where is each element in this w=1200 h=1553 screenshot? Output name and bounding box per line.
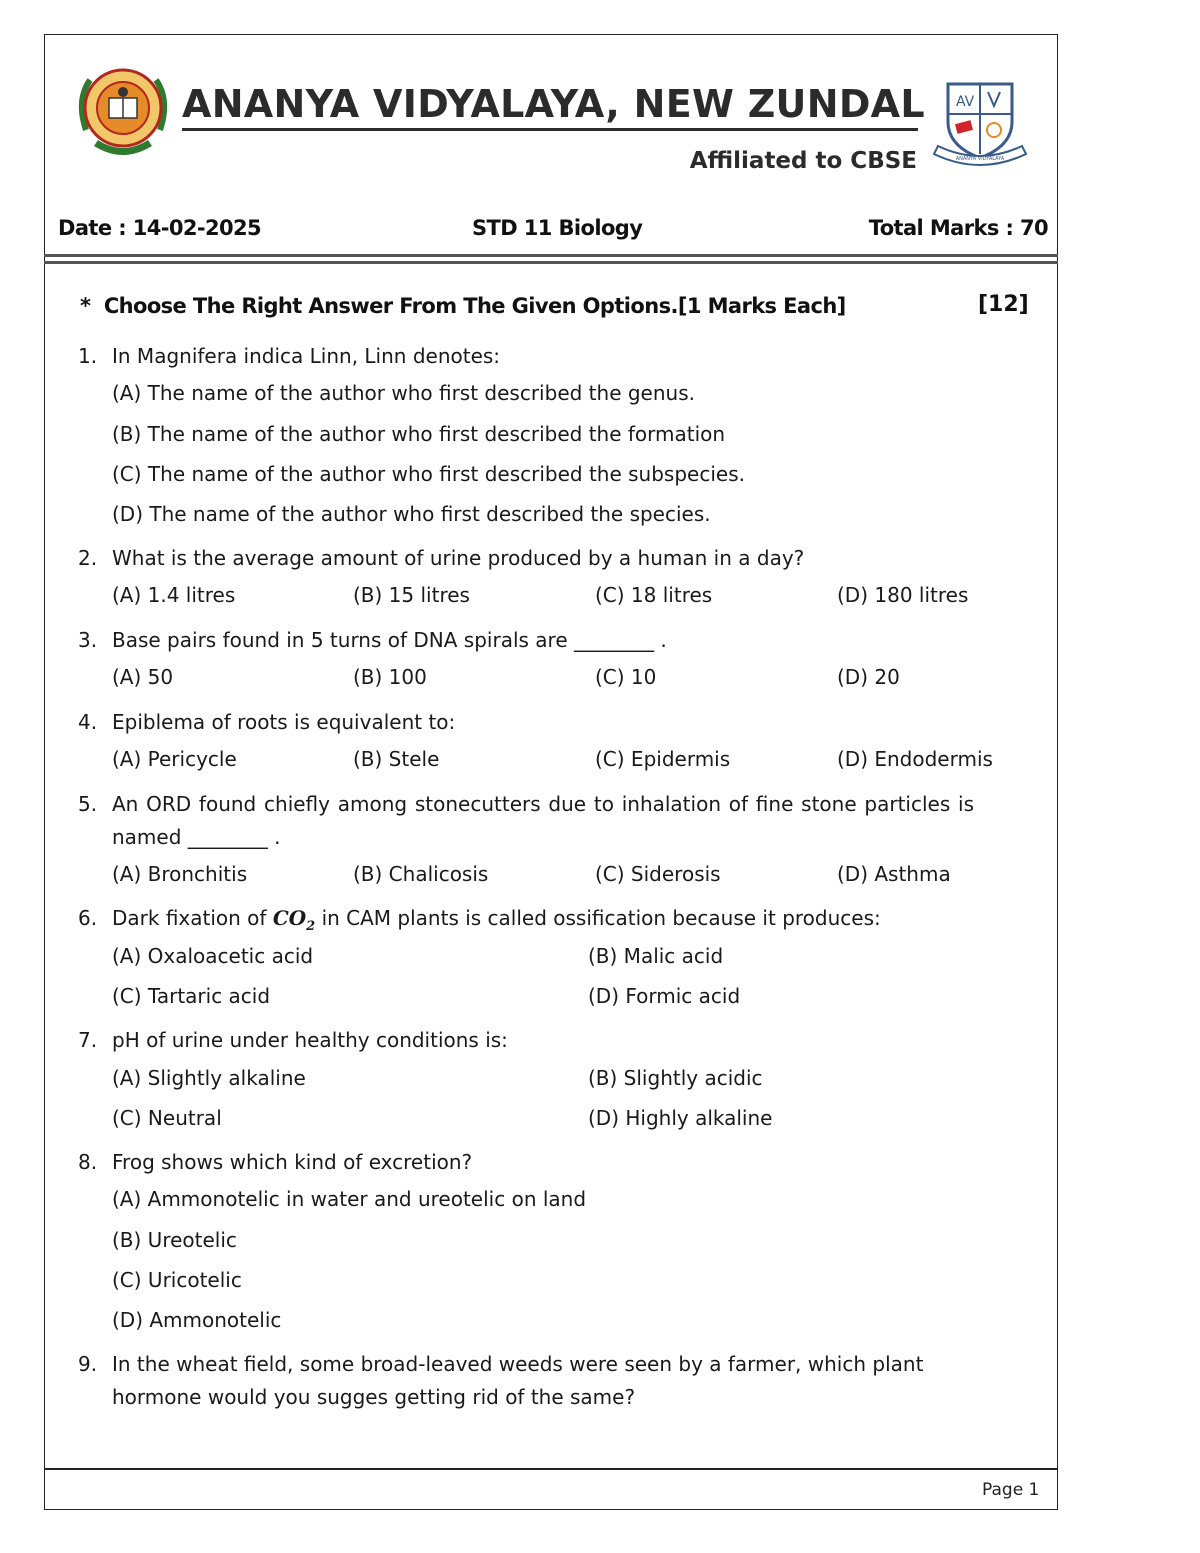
footer-divider <box>44 1468 1058 1470</box>
question-text: Frog shows which kind of excretion? <box>112 1150 473 1174</box>
question-number: 7. <box>78 1028 98 1052</box>
crest-initials: AV <box>956 94 975 110</box>
q7-option-c: (C) Neutral <box>112 1106 222 1130</box>
section-heading <box>80 294 846 318</box>
question-number: 9. <box>78 1352 98 1376</box>
q7-option-a: (A) Slightly alkaline <box>112 1066 306 1090</box>
affiliation-label: Affiliated to CBSE <box>689 148 917 174</box>
crest-ribbon-text: ANANYA VIDYALAYA <box>955 156 1005 162</box>
page-number: Page 1 <box>982 1480 1040 1500</box>
question-number: 1. <box>78 344 98 368</box>
question-number: 2. <box>78 546 98 570</box>
q5-option-b: (B) Chalicosis <box>353 862 489 886</box>
q1-option-d: (D) The name of the author who first described the species. <box>112 502 711 526</box>
section-title: Choose The Right Answer From The Given Options.[1 Marks Each] <box>103 294 846 318</box>
q5-option-a: (A) Bronchitis <box>112 862 248 886</box>
q4-option-b: (B) Stele <box>353 747 440 771</box>
q3-option-b: (B) 100 <box>353 665 427 689</box>
school-emblem-logo <box>76 60 170 164</box>
header-divider-top <box>44 254 1058 257</box>
total-marks: Total Marks : 70 <box>868 216 1048 240</box>
question-text: In Magnifera indica Linn, Linn denotes: <box>112 344 501 368</box>
question-number: 5. <box>78 792 98 816</box>
header-divider-bottom <box>44 261 1058 264</box>
exam-meta-row <box>58 216 1048 248</box>
q3-option-c: (C) 10 <box>595 665 657 689</box>
q2-option-c: (C) 18 litres <box>595 583 713 607</box>
q5-option-c: (C) Siderosis <box>595 862 721 886</box>
q6-option-c: (C) Tartaric acid <box>112 984 271 1008</box>
question-text <box>112 902 881 943</box>
question-text: Base pairs found in 5 turns of DNA spirals are ________ . <box>112 628 667 652</box>
q6-option-d: (D) Formic acid <box>588 984 741 1008</box>
q4-option-c: (C) Epidermis <box>595 747 731 771</box>
question-number: 4. <box>78 710 98 734</box>
question-text: What is the average amount of urine produced by a human in a day? <box>112 546 805 570</box>
q6-option-a: (A) Oxaloacetic acid <box>112 944 314 968</box>
school-crest-logo <box>932 76 1028 176</box>
question-number: 3. <box>78 628 98 652</box>
question-text-after: in CAM plants is called ossification because it produces: <box>321 906 881 930</box>
q1-option-b: (B) The name of the author who first described the formation <box>112 422 726 446</box>
q2-option-a: (A) 1.4 litres <box>112 583 236 607</box>
formula-subscript: 2 <box>306 919 316 934</box>
q3-option-d: (D) 20 <box>837 665 900 689</box>
section-marks: [12] <box>978 292 1029 317</box>
q4-option-d: (D) Endodermis <box>837 747 993 771</box>
section-bullet: * <box>80 294 91 318</box>
q2-option-d: (D) 180 litres <box>837 583 969 607</box>
q8-option-d: (D) Ammonotelic <box>112 1308 282 1332</box>
school-name: ANANYA VIDYALAYA, NEW ZUNDAL <box>182 82 925 126</box>
question-text: Epiblema of roots is equivalent to: <box>112 710 456 734</box>
q1-option-c: (C) The name of the author who first described the subspecies. <box>112 462 745 486</box>
question-text-line-1: In the wheat field, some broad-leaved weeds were seen by a farmer, which plant <box>112 1352 924 1376</box>
q6-option-b: (B) Malic acid <box>588 944 724 968</box>
question-text-line-2: hormone would you sugges getting rid of the same? <box>112 1385 636 1409</box>
question-number: 6. <box>78 906 98 930</box>
q3-option-a: (A) 50 <box>112 665 174 689</box>
exam-date: Date : 14-02-2025 <box>58 216 262 240</box>
q8-option-b: (B) Ureotelic <box>112 1228 237 1252</box>
co2-formula <box>272 906 316 934</box>
q7-option-b: (B) Slightly acidic <box>588 1066 763 1090</box>
q8-option-a: (A) Ammonotelic in water and ureotelic on land <box>112 1187 587 1211</box>
q4-option-a: (A) Pericycle <box>112 747 237 771</box>
question-text: An ORD found chiefly among stonecutters due to inhalation of fine stone particles is named ________ . <box>112 792 974 849</box>
q8-option-c: (C) Uricotelic <box>112 1268 242 1292</box>
q1-option-a: (A) The name of the author who first described the genus. <box>112 381 695 405</box>
exam-subject: STD 11 Biology <box>472 216 643 240</box>
q2-option-b: (B) 15 litres <box>353 583 470 607</box>
q5-option-d: (D) Asthma <box>837 862 951 886</box>
question-text-before: Dark fixation of <box>112 906 267 930</box>
title-underline <box>182 128 918 131</box>
question-number: 8. <box>78 1150 98 1174</box>
formula-main: CO <box>272 906 307 930</box>
q7-option-d: (D) Highly alkaline <box>588 1106 773 1130</box>
question-text: pH of urine under healthy conditions is: <box>112 1028 508 1052</box>
